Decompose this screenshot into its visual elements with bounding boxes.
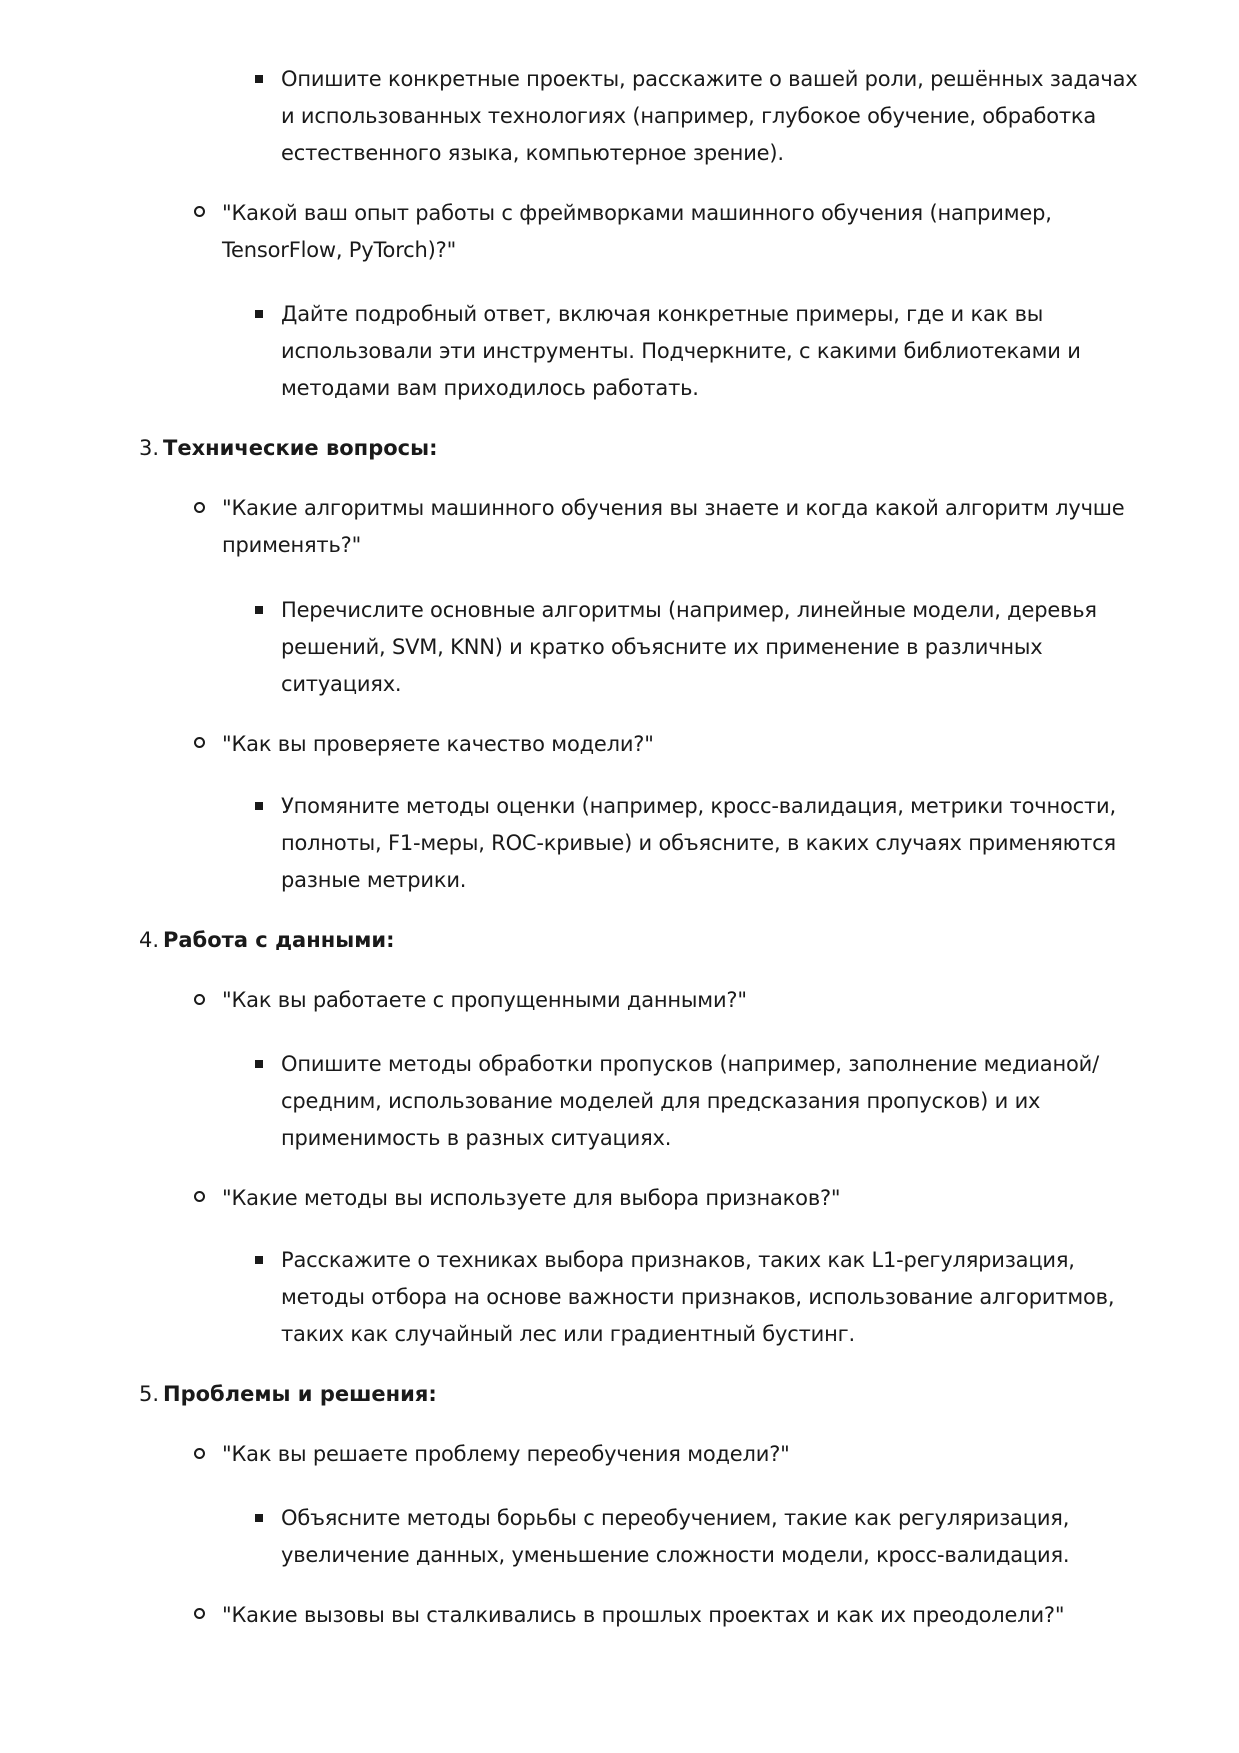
answer-text-line: использовали эти инструменты. Подчеркните, с какими библиотеками и [281, 339, 1081, 363]
square-bullet-icon [255, 310, 263, 318]
square-bullet-icon [255, 1514, 263, 1522]
answer-text-line: увеличение данных, уменьшение сложности модели, кросс-валидация. [281, 1543, 1070, 1567]
answer-text-line: разные метрики. [281, 868, 467, 892]
answer-text-line: и использованных технологиях (например, глубокое обучение, обработка [281, 104, 1097, 128]
answer-text-line: Расскажите о техниках выбора признаков, таких как L1-регуляризация, [281, 1248, 1075, 1272]
question-text-line: "Какие вызовы вы сталкивались в прошлых проектах и как их преодолели?" [222, 1603, 1065, 1627]
answer-text-line: Объясните методы борьбы с переобучением, такие как регуляризация, [281, 1506, 1070, 1530]
answer-text-line: применимость в разных ситуациях. [281, 1126, 672, 1150]
square-bullet-icon [255, 1256, 263, 1264]
square-bullet-icon [255, 1060, 263, 1068]
circle-bullet-icon [194, 737, 205, 748]
circle-bullet-icon [194, 994, 205, 1005]
section-heading: Технические вопросы: [163, 436, 438, 460]
answer-text-line: естественного языка, компьютерное зрение). [281, 141, 784, 165]
section-number: 4. [139, 928, 160, 952]
answer-text-line: методы отбора на основе важности признаков, использование алгоритмов, [281, 1285, 1115, 1309]
question-text-line: TensorFlow, PyTorch)?" [222, 238, 457, 262]
circle-bullet-icon [194, 206, 205, 217]
section-number: 5. [139, 1382, 160, 1406]
answer-text-line: таких как случайный лес или градиентный бустинг. [281, 1322, 855, 1346]
square-bullet-icon [255, 606, 263, 614]
answer-text-line: Дайте подробный ответ, включая конкретные примеры, где и как вы [281, 302, 1044, 326]
question-text-line: применять?" [222, 533, 362, 557]
answer-text-line: решений, SVM, KNN) и кратко объясните их применение в различных [281, 635, 1043, 659]
section-heading: Работа с данными: [163, 928, 395, 952]
question-text-line: "Как вы работаете с пропущенными данными?" [222, 988, 747, 1012]
answer-text-line: методами вам приходилось работать. [281, 376, 699, 400]
circle-bullet-icon [194, 1608, 205, 1619]
answer-text-line: Опишите методы обработки пропусков (например, заполнение медианой/ [281, 1052, 1099, 1076]
circle-bullet-icon [194, 1448, 205, 1459]
answer-text-line: Опишите конкретные проекты, расскажите о вашей роли, решённых задачах [281, 67, 1138, 91]
circle-bullet-icon [194, 502, 205, 513]
answer-text-line: Упомяните методы оценки (например, кросс-валидация, метрики точности, [281, 794, 1116, 818]
question-text-line: "Какой ваш опыт работы с фреймворками машинного обучения (например, [222, 201, 1052, 225]
section-heading: Проблемы и решения: [163, 1382, 437, 1406]
question-text-line: "Какие алгоритмы машинного обучения вы знаете и когда какой алгоритм лучше [222, 496, 1125, 520]
section-number: 3. [139, 436, 160, 460]
question-text-line: "Как вы решаете проблему переобучения модели?" [222, 1442, 790, 1466]
square-bullet-icon [255, 75, 263, 83]
answer-text-line: средним, использование моделей для предсказания пропусков) и их [281, 1089, 1041, 1113]
circle-bullet-icon [194, 1191, 205, 1202]
answer-text-line: полноты, F1-меры, ROC-кривые) и объясните, в каких случаях применяются [281, 831, 1116, 855]
question-text-line: "Какие методы вы используете для выбора признаков?" [222, 1186, 841, 1210]
square-bullet-icon [255, 802, 263, 810]
answer-text-line: ситуациях. [281, 672, 402, 696]
question-text-line: "Как вы проверяете качество модели?" [222, 732, 654, 756]
answer-text-line: Перечислите основные алгоритмы (например, линейные модели, деревья [281, 598, 1097, 622]
